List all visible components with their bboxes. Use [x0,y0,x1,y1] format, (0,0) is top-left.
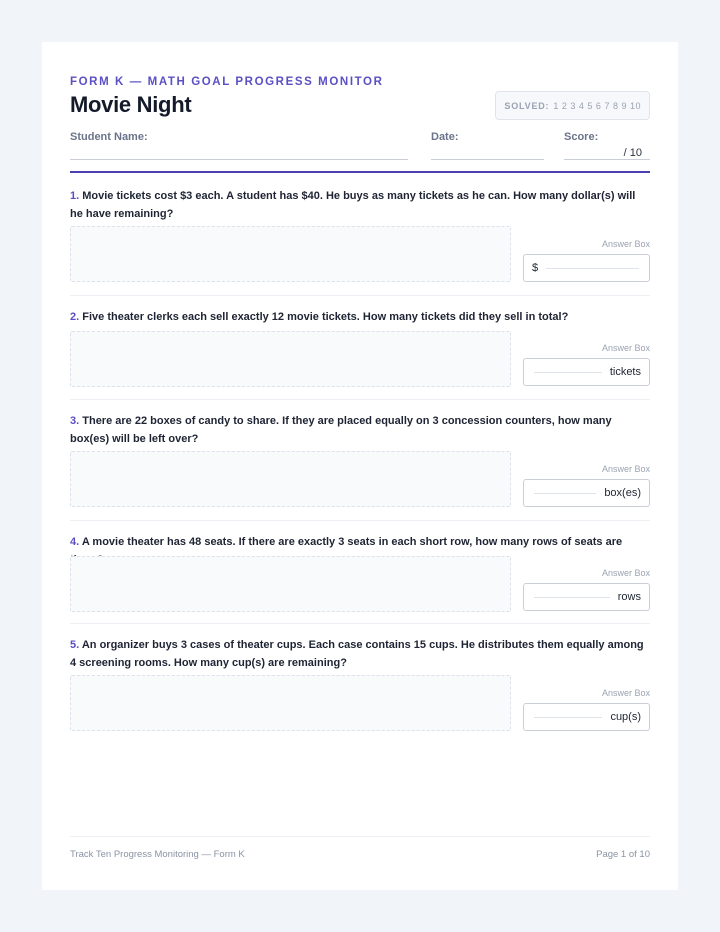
answer-unit: $ [532,262,539,274]
question-2 [70,308,650,398]
solved-number: 8 [612,100,619,111]
answer-box-label: Answer Box [601,464,650,474]
question-4 [70,533,650,623]
solved-number: 6 [595,100,602,111]
answer-unit: box(es) [604,487,641,499]
question-prompt: There are 22 boxes of candy to share. If they are placed equally on 3 concession counters, how many box(es) will be left over? [70,415,612,445]
question-divider [70,623,650,624]
solved-number: 4 [578,100,585,111]
solved-numbers [553,101,641,111]
question-prompt: Movie tickets cost $3 each. A student has $40. He buys as many tickets as he can. How many dollar(s) will he have remaining? [70,190,636,220]
score-label: Score: [564,131,599,143]
question-number: 2. [70,311,80,323]
student-name-label: Student Name: [70,131,148,143]
answer-unit: rows [617,591,641,603]
page-number: Page 1 of 10 [596,849,650,860]
answer-line [534,717,602,718]
answer-box-label: Answer Box [601,568,650,578]
score-total: / 10 [623,147,642,159]
work-area[interactable] [70,556,511,612]
answer-line [534,493,596,494]
answer-box[interactable] [523,583,650,611]
score-field[interactable] [564,159,650,160]
question-prompt: An organizer buys 3 cases of theater cups. Each case contains 15 cups. He distributes them equally among 4 screening rooms. How many cup(s) are remaining? [70,639,644,669]
answer-line [534,597,610,598]
answer-line [546,268,639,269]
answer-unit: tickets [609,366,641,378]
question-divider [70,399,650,400]
question-5 [70,636,650,736]
worksheet-page [42,42,678,890]
answer-unit: cup(s) [610,711,641,723]
solved-number: 2 [561,100,568,111]
answer-box-label: Answer Box [601,239,650,249]
question-text [70,187,650,223]
question-number: 3. [70,415,80,427]
question-divider [70,295,650,296]
solved-number: 10 [629,100,641,111]
question-number: 5. [70,639,80,651]
form-label: FORM K — MATH GOAL PROGRESS MONITOR [70,76,384,88]
question-number: 4. [70,536,80,548]
answer-box-label: Answer Box [601,343,650,353]
answer-line [534,372,602,373]
work-area[interactable] [70,226,511,282]
solved-number: 3 [570,100,576,111]
question-3 [70,412,650,512]
question-text [70,308,650,326]
question-divider [70,520,650,521]
header-divider [70,171,650,173]
solved-label: SOLVED: [504,100,550,111]
work-area[interactable] [70,675,511,731]
solved-number: 9 [621,100,627,111]
date-field[interactable] [431,159,544,160]
question-1 [70,187,650,287]
answer-box[interactable] [523,479,650,507]
answer-box[interactable] [523,358,650,386]
footer-title: Track Ten Progress Monitoring — Form K [70,849,245,860]
footer-divider [70,836,650,837]
question-prompt: Five theater clerks each sell exactly 12 movie tickets. How many tickets did they sell in total? [82,311,569,323]
page-title: Movie Night [70,92,192,117]
question-text [70,412,650,448]
question-text [70,636,650,672]
solved-number: 5 [587,100,593,111]
answer-box[interactable] [523,254,650,282]
work-area[interactable] [70,331,511,387]
solved-tracker [495,91,650,120]
question-prompt: A movie theater has 48 seats. If there are exactly 3 seats in each short row, how many rows of seats are [81,536,623,548]
question-number: 1. [70,190,80,202]
answer-box-label: Answer Box [601,688,650,698]
work-area[interactable] [70,451,511,507]
solved-number: 7 [604,100,610,111]
student-name-field[interactable] [70,159,408,160]
solved-number: 1 [553,100,559,111]
date-label: Date: [431,131,459,143]
answer-box[interactable] [523,703,650,731]
